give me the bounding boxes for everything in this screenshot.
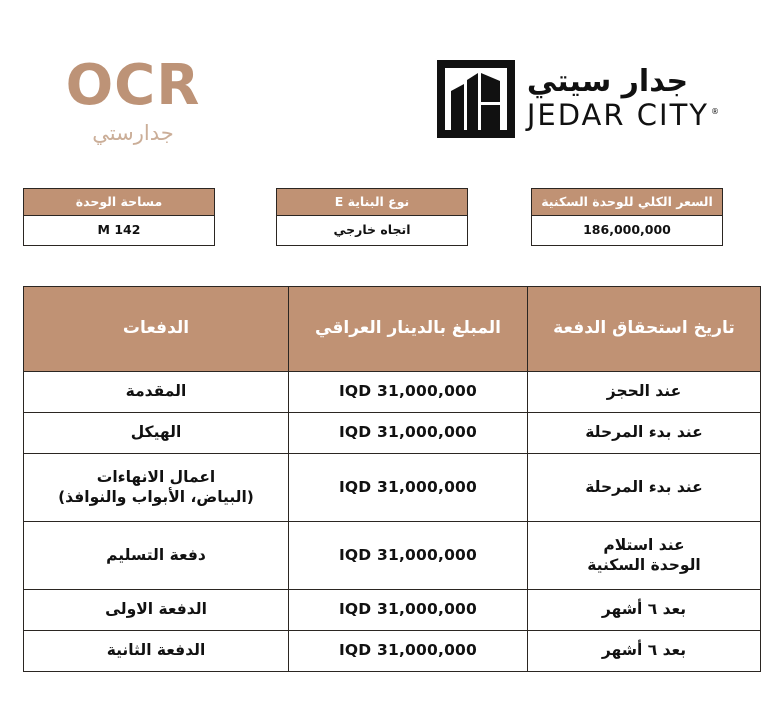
column-header-amount: المبلغ بالدينار العراقي xyxy=(289,287,528,372)
cell-payment-name xyxy=(24,454,289,522)
cell-due-date xyxy=(528,372,761,413)
cell-due-date-line1: عند بدء المرحلة xyxy=(585,477,703,496)
cell-amount: IQD 31,000,000 xyxy=(289,413,528,454)
cell-due-date xyxy=(528,522,761,590)
cell-payment-name-line2: (البياض، الأبواب والنوافذ) xyxy=(58,487,254,506)
info-box-unit-area-value: M 142 xyxy=(24,216,214,245)
table-header xyxy=(24,287,761,372)
cell-due-date-line1: بعد ٦ أشهر xyxy=(601,600,687,619)
cell-amount: IQD 31,000,000 xyxy=(289,631,528,672)
cell-payment-name xyxy=(24,372,289,413)
column-header-payment: الدفعات xyxy=(24,287,289,372)
cell-payment-name-line1: الدفعة الثانية xyxy=(106,641,206,660)
table-header-row xyxy=(24,287,761,372)
table-row xyxy=(24,372,761,413)
info-box-total-price-label: السعر الكلي للوحدة السكنية xyxy=(532,189,722,216)
ocr-watermark xyxy=(38,53,228,145)
cell-due-date-line1: عند استلام xyxy=(603,535,685,554)
table-row xyxy=(24,522,761,590)
table-row xyxy=(24,454,761,522)
brand-name-arabic: جدار سيتي xyxy=(526,64,689,100)
info-box-unit-area-label: مساحة الوحدة xyxy=(24,189,214,216)
payment-schedule-table xyxy=(23,286,761,672)
cell-payment-name-line1: اعمال الانهاءات xyxy=(96,467,216,486)
cell-payment-name-line1: الدفعة الاولى xyxy=(105,600,207,619)
page-header xyxy=(0,0,763,175)
info-box-total-price xyxy=(531,188,723,246)
table-row xyxy=(24,631,761,672)
cell-due-date xyxy=(528,454,761,522)
cell-payment-name-line1: المقدمة xyxy=(125,382,187,401)
column-header-due-date: تاريخ استحقاق الدفعة xyxy=(528,287,761,372)
cell-due-date-line1: عند بدء المرحلة xyxy=(585,423,703,442)
table-body xyxy=(24,372,761,672)
cell-payment-name xyxy=(24,413,289,454)
registered-trademark-icon: ® xyxy=(711,107,721,117)
cell-due-date xyxy=(528,590,761,631)
table-row xyxy=(24,590,761,631)
cell-amount: IQD 31,000,000 xyxy=(289,590,528,631)
unit-summary-boxes xyxy=(23,188,723,250)
cell-due-date-line2: الوحدة السكنية xyxy=(587,555,701,574)
info-box-building-type xyxy=(276,188,468,246)
brand-name-english-text: JEDAR CITY xyxy=(526,97,709,132)
cell-payment-name-line1: دفعة التسليم xyxy=(106,545,206,564)
cell-payment-name xyxy=(24,590,289,631)
cell-due-date-line1: عند الحجز xyxy=(606,382,682,401)
cell-due-date-line1: بعد ٦ أشهر xyxy=(601,641,687,660)
info-box-unit-area xyxy=(23,188,215,246)
info-box-total-price-value: 186,000,000 xyxy=(532,216,722,245)
cell-due-date xyxy=(528,631,761,672)
cell-amount: IQD 31,000,000 xyxy=(289,454,528,522)
cell-amount: IQD 31,000,000 xyxy=(289,522,528,590)
brand-name-english xyxy=(526,97,721,132)
table-row xyxy=(24,413,761,454)
cell-due-date xyxy=(528,413,761,454)
ocr-watermark-subtitle: جدارستي xyxy=(92,121,174,145)
cell-payment-name-line1: الهيكل xyxy=(130,423,182,442)
cell-payment-name xyxy=(24,522,289,590)
cell-payment-name xyxy=(24,631,289,672)
cell-amount: IQD 31,000,000 xyxy=(289,372,528,413)
info-box-building-type-value: اتجاه خارجي xyxy=(277,216,467,245)
building-logo-icon xyxy=(437,60,515,138)
info-box-building-type-label: نوع البناية E xyxy=(277,189,467,216)
brand-wordmark xyxy=(527,66,721,131)
ocr-watermark-title: OCR xyxy=(65,53,201,118)
jedar-city-logo xyxy=(437,60,721,138)
